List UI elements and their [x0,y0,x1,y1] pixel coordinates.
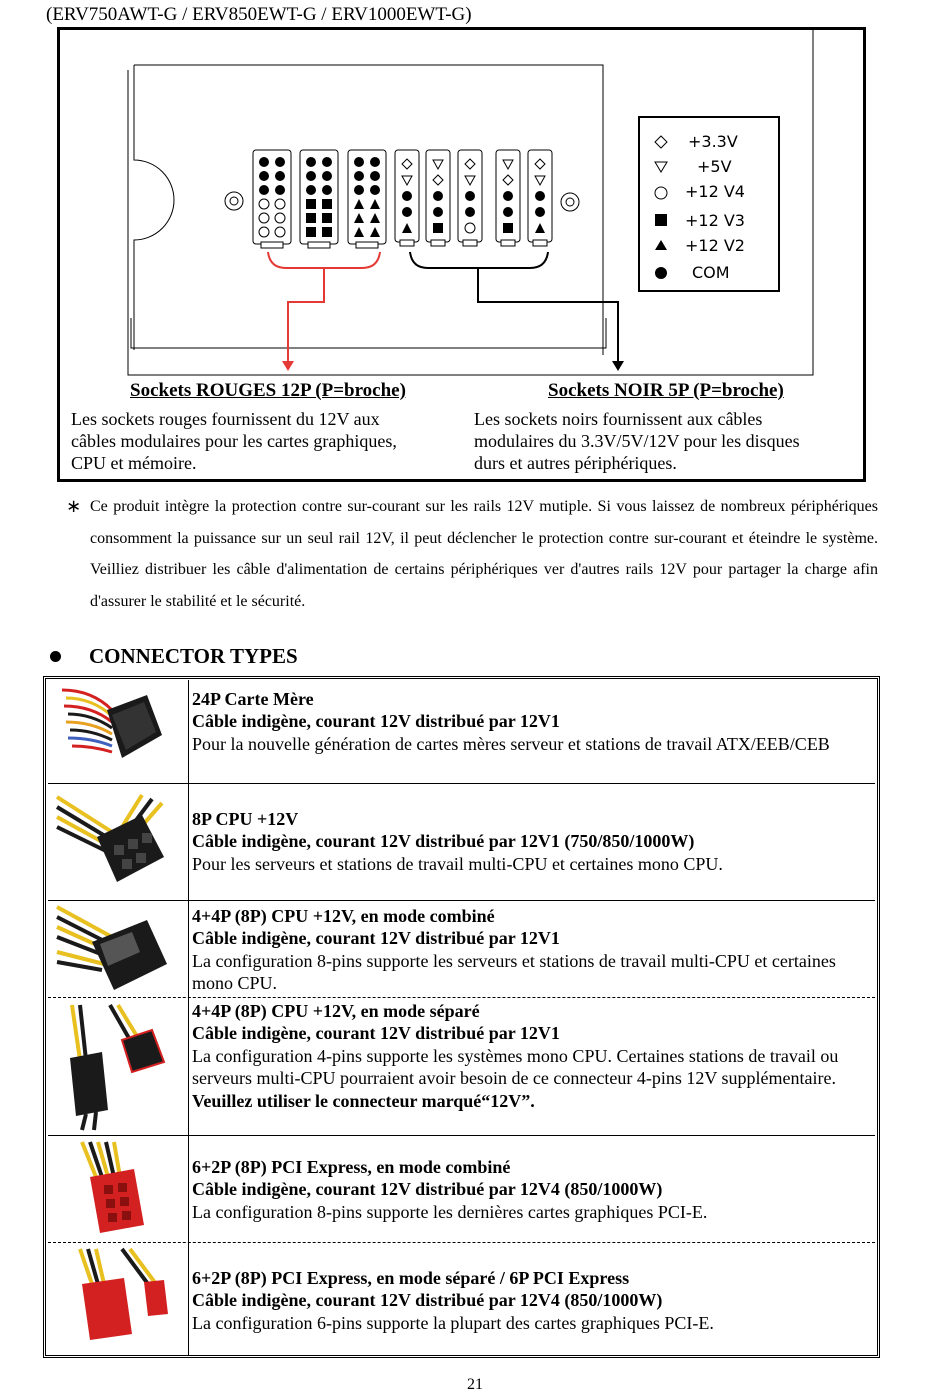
table-column-divider [188,680,189,1355]
connector-subtitle: Câble indigène, courant 12V distribué par 12V4 (850/1000W) [192,1179,663,1200]
connector-subtitle: Câble indigène, courant 12V distribué par 12V1 [192,928,560,949]
black-arrow-icon [612,361,624,371]
socket-group [253,150,552,248]
row-divider [48,997,875,998]
black-socket-5p [458,150,482,246]
black-socket-5p [426,150,450,246]
legend-circle-filled-icon [655,267,667,279]
document-header: (ERV750AWT-G / ERV850EWT-G / ERV1000EWT-G) [46,4,472,25]
connector-4plus4p-combined-image [52,902,185,996]
connector-4plus4p-separated-image [52,1000,185,1132]
connector-description: Pour la nouvelle génération de cartes mères serveur et stations de travail ATX/EEB/CEB [192,733,830,754]
connector-description: La configuration 4-pins supporte les systèmes mono CPU. Certaines stations de travail ou serveurs multi-CPU pourraient avoir besoin de ce connecteur 4-pins 12V supplémentaire. [192,1045,839,1089]
legend-label: +12 V4 [685,182,745,201]
connector-title: 4+4P (8P) CPU +12V, en mode combiné [192,906,495,926]
connector-6plus2p-separated-image [52,1244,185,1354]
page-number: 21 [467,1376,483,1393]
section-title: CONNECTOR TYPES [50,644,298,669]
row-divider [48,1242,875,1243]
red-sockets-description: Les sockets rouges fournissent du 12V aux câbles modulaires pour les cartes graphiques, CPU et mémoire. [71,409,397,473]
black-socket-5p [528,150,552,246]
connector-description: La configuration 6-pins supporte la plupart des cartes graphiques PCI-E. [192,1312,714,1333]
connector-description: Pour les serveurs et stations de travail multi-CPU et certaines mono CPU. [192,853,723,874]
legend-label: +12 V2 [685,236,745,255]
row-divider [48,1135,875,1136]
connector-6plus2p-combined-image [52,1137,185,1241]
legend-label: COM [692,263,730,282]
red-socket-12p [253,150,291,248]
bullet-icon [50,651,61,662]
connector-row-6plus2p-separated [192,1267,872,1334]
asterisk-icon: ∗ [66,496,82,517]
legend-label: +3.3V [688,132,738,151]
red-arrow-icon [282,361,294,371]
connector-subtitle: Câble indigène, courant 12V distribué par 12V1 [192,1023,560,1044]
red-socket-12p [300,150,338,248]
connector-row-4plus4p-separated [192,1000,872,1112]
connector-row-8p-cpu [192,808,872,875]
connector-row-4plus4p-combined [192,905,872,995]
connector-description: La configuration 8-pins supporte les serveurs et stations de travail multi-CPU et certaines mono CPU. [192,950,836,994]
black-socket-5p [395,150,419,246]
black-socket-5p [496,150,520,246]
connector-title: 6+2P (8P) PCI Express, en mode séparé / 6P PCI Express [192,1268,630,1288]
connector-subtitle: Câble indigène, courant 12V distribué par 12V1 [192,711,560,732]
row-divider [48,900,875,901]
connector-24p-image [52,680,185,780]
red-sockets-title: Sockets ROUGES 12P (P=broche) [130,380,406,401]
connector-extra-note: Veuillez utiliser le connecteur marqué“12V”. [192,1090,535,1111]
connector-title: 4+4P (8P) CPU +12V, en mode séparé [192,1001,480,1021]
black-sockets-description: Les sockets noirs fournissent aux câbles modulaires du 3.3V/5V/12V pour les disques durs et autres périphériques. [474,409,800,473]
note-text: Ce produit intègre la protection contre sur-courant sur les rails 12V mutiple. Si vous laissez de nombreux périphériques consomment la puissance sur un seul rail 12V, il peut déclencher le protection contre sur-courant et éteindre le système. Veilliez distribuer les câble d'alimentation de certains périphériques ver d'autres rails 12V pour partager la charge afin d'assurer le stabilité et le sécurité. [90,498,878,610]
legend-square-icon [655,214,667,226]
overcurrent-note [66,491,878,617]
red-socket-12p [348,150,386,248]
connector-row-6plus2p-combined [192,1156,872,1223]
connector-subtitle: Câble indigène, courant 12V distribué par 12V4 (850/1000W) [192,1290,663,1311]
black-sockets-title: Sockets NOIR 5P (P=broche) [548,380,784,401]
row-divider [48,783,875,784]
socket-brackets [268,252,618,362]
connector-subtitle: Câble indigène, courant 12V distribué par 12V1 (750/850/1000W) [192,831,695,852]
connector-row-24p [192,688,872,755]
connector-title: 24P Carte Mère [192,689,314,709]
connector-title: 8P CPU +12V [192,809,299,829]
connector-8p-cpu-image [52,787,185,897]
connector-description: La configuration 8-pins supporte les dernières cartes graphiques PCI-E. [192,1201,708,1222]
legend-label: +12 V3 [685,211,745,230]
legend-label: +5V [697,157,732,176]
connector-title: 6+2P (8P) PCI Express, en mode combiné [192,1157,511,1177]
